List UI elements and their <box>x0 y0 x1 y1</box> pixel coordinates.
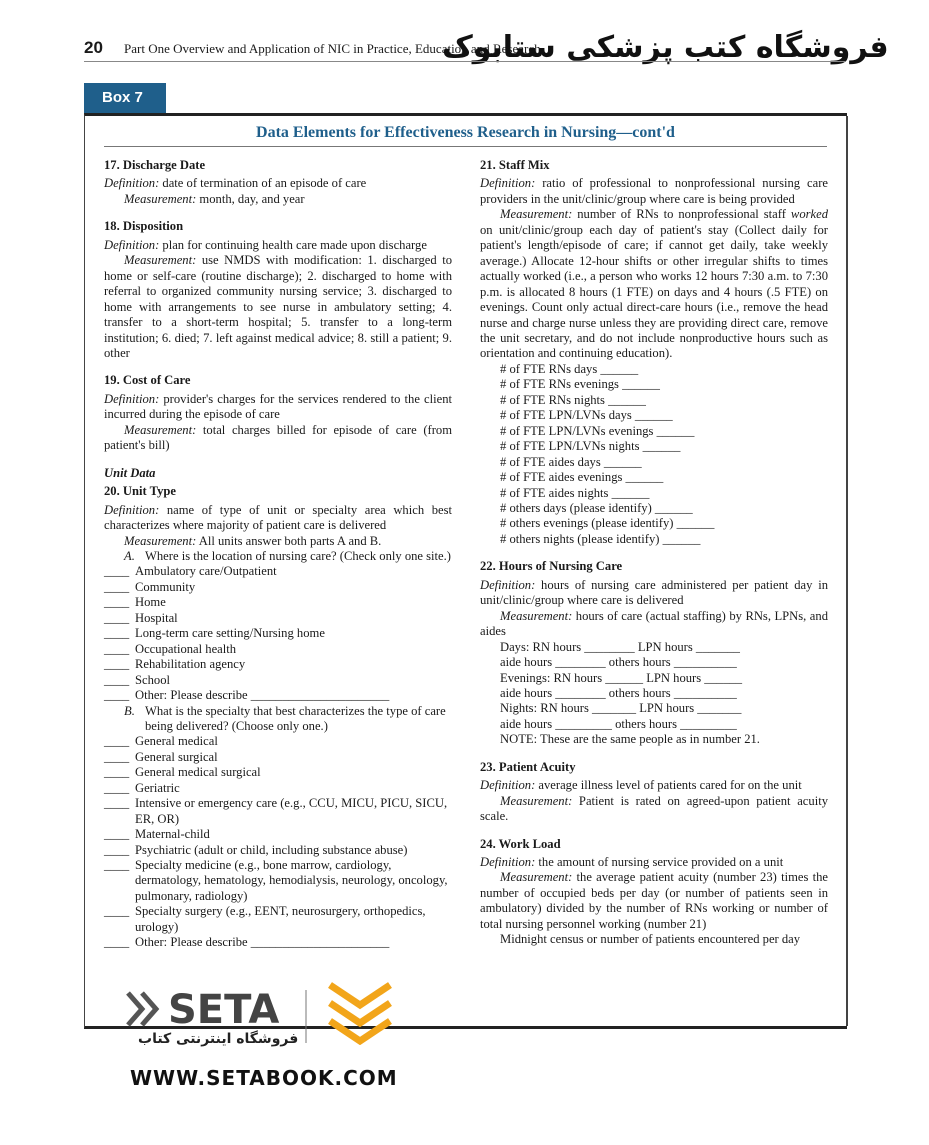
definition: Definition: ratio of professional to nonprofessional nursing care providers in the unit/clinic/group where care is being provided <box>480 176 828 206</box>
form-field-line: aide hours ________ others hours __________ <box>500 685 737 700</box>
box-title: Data Elements for Effectiveness Research in Nursing—cont'd <box>256 124 675 141</box>
form-field-line: # others days (please identify) ______ <box>500 500 693 515</box>
option-label: Specialty surgery (e.g., EENT, neurosurgery, orthopedics, urology) <box>135 904 426 934</box>
definition: Definition: provider's charges for the services rendered to the client incurred during the episode of care <box>104 391 452 422</box>
checkbox-option <box>104 734 452 749</box>
form-field-line: NOTE: These are the same people as in number 21. <box>500 732 760 747</box>
blank-line: ____ <box>104 749 130 764</box>
blank-line: ____ <box>104 796 130 811</box>
checkbox-option <box>104 642 452 657</box>
section-heading: 21. Staff Mix <box>480 158 550 172</box>
form-field-line: # others evenings (please identify) ______ <box>500 516 715 531</box>
blank-line: ____ <box>104 904 130 919</box>
definition: Definition: hours of nursing care administered per patient day in unit/clinic/group where care is delivered <box>480 577 828 608</box>
measurement: Measurement: use NMDS with modification: 1. discharged to home or self-care (routine discharge); 2. discharged to home with referral to organized community nursing service; 3. discharged to home with arrangements to see nurse in ambulatory setting; 4. transfer to a short-term hospital; 5. transfer to a long-term institution; 6. died; 7. left against medical advice; 8. still a patient; 9. other <box>104 253 452 360</box>
checkbox-option <box>104 611 452 626</box>
blank-line: ____ <box>104 672 130 687</box>
option-label: Specialty medicine (e.g., bone marrow, cardiology, dermatology, hematology, hemodialysis, neurology, oncology, pulmonary, radiology) <box>135 858 448 903</box>
checkbox-option <box>104 765 452 780</box>
form-field-line: aide hours ________ others hours __________ <box>500 655 737 670</box>
form-field-line: # of FTE LPN/LVNs days ______ <box>500 408 673 423</box>
section-heading: 20. Unit Type <box>104 484 176 499</box>
checkbox-option <box>104 626 452 641</box>
watermark-store-name: فروشگاه کتب پزشکی ستابوک <box>442 30 889 65</box>
section-heading: 19. Cost of Care <box>104 373 191 388</box>
option-label: Maternal-child <box>135 827 210 842</box>
specialty-options <box>104 734 452 950</box>
form-field-line: aide hours _________ others hours _________ <box>500 716 737 731</box>
definition: Definition: date of termination of an episode of care <box>104 176 367 191</box>
measurement-note: Midnight census or number of patients encountered per day <box>500 932 801 947</box>
blank-line: ____ <box>104 688 130 703</box>
header-rule <box>84 61 846 62</box>
question-a: A. Where is the location of nursing care? (Check only one site.) <box>124 548 451 563</box>
option-label: Ambulatory care/Outpatient <box>135 564 277 579</box>
location-options <box>104 564 452 703</box>
blank-line: ____ <box>104 827 130 842</box>
question-b: B. What is the specialty that best characterizes the type of care being delivered? (Choose only one.) <box>124 703 446 733</box>
option-label: School <box>135 672 170 687</box>
checkbox-option <box>104 657 452 672</box>
measurement: Measurement: All units answer both parts A and B. <box>124 533 382 548</box>
option-label: Occupational health <box>135 641 237 656</box>
measurement: Measurement: month, day, and year <box>124 191 305 206</box>
measurement: Measurement: number of RNs to nonprofessional staff worked on unit/clinic/group each day of patient's stay (Collect daily for patient's length/episode of care; if cannot get daily, take weekly average.) Allocate 12-hour shifts or other irregular shifts to times actually worked (i.e., a person who works 12 hours 7:30 a.m. to 7:30 p.m. is allocated 8 hours (1 FTE) on days and 4 hours (.5 FTE) on evenings. Count only actual direct-care hours (i.e., remove the head nurse and charge nurse unless they are providing direct care, remove the unit secretary, and do not include nonproductive hours such as orientation and continuing education). <box>480 207 828 361</box>
blank-line: ____ <box>104 641 130 656</box>
form-field-line: # of FTE aides nights ______ <box>500 485 650 500</box>
blank-line: ____ <box>104 858 130 873</box>
form-field-line: # of FTE LPN/LVNs nights ______ <box>500 439 681 454</box>
checkbox-option <box>104 564 452 579</box>
checkbox-option <box>104 673 452 688</box>
option-label: Other: Please describe ______________________ <box>135 688 390 703</box>
measurement: Measurement: the average patient acuity (number 23) times the number of occupied beds per day (or number of patients seen in ambulatory) divided by the number of RNs working or number of total nursing personnel working (number 21) <box>480 870 828 931</box>
logo-text: SETA <box>168 987 280 1033</box>
form-field-line: # of FTE RNs days ______ <box>500 361 639 376</box>
watermark-subtitle: فروشگاه اینترنتی کتاب <box>138 1031 299 1047</box>
definition: Definition: plan for continuing health care made upon discharge <box>104 237 427 252</box>
measurement: Measurement: total charges billed for episode of care (from patient's bill) <box>104 422 452 453</box>
form-field-line: Days: RN hours ________ LPN hours _______ <box>500 639 740 654</box>
section-heading: 18. Disposition <box>104 219 184 234</box>
blank-line: ____ <box>104 842 130 857</box>
right-column <box>480 158 828 948</box>
hours-fields <box>480 640 828 748</box>
blank-line: ____ <box>104 564 130 579</box>
checkbox-option <box>104 796 452 827</box>
watermark-url: WWW.SETABOOK.COM <box>130 1066 398 1090</box>
option-label: Long-term care setting/Nursing home <box>135 626 325 641</box>
checkbox-option <box>104 827 452 842</box>
form-field-line: # of FTE aides days ______ <box>500 454 642 469</box>
checkbox-option <box>104 688 452 703</box>
blank-line: ____ <box>104 579 130 594</box>
form-field-line: # of FTE RNs evenings ______ <box>500 377 660 392</box>
measurement: Measurement: hours of care (actual staffing) by RNs, LPNs, and aides <box>480 608 828 639</box>
measurement: Measurement: Patient is rated on agreed-upon patient acuity scale. <box>480 793 828 824</box>
checkbox-option <box>104 843 452 858</box>
option-label: General surgical <box>135 749 218 764</box>
blank-line: ____ <box>104 780 130 795</box>
page-number: 20 <box>84 38 103 57</box>
title-rule <box>104 146 827 147</box>
blank-line: ____ <box>104 657 130 672</box>
form-field-line: # of FTE aides evenings ______ <box>500 470 664 485</box>
blank-line: ____ <box>104 734 130 749</box>
option-label: Community <box>135 579 196 594</box>
form-field-line: Nights: RN hours _______ LPN hours _______ <box>500 701 742 716</box>
left-column <box>104 158 452 951</box>
blank-line: ____ <box>104 935 130 950</box>
option-label: Geriatric <box>135 780 180 795</box>
section-heading: 23. Patient Acuity <box>480 759 576 774</box>
section-heading: 17. Discharge Date <box>104 158 206 172</box>
checkbox-option <box>104 781 452 796</box>
running-title: Part One Overview and Application of NIC in Practice, Education and Research <box>124 41 541 56</box>
definition: Definition: the amount of nursing service provided on a unit <box>480 855 784 870</box>
blank-line: ____ <box>104 595 130 610</box>
option-label: General medical <box>135 734 218 749</box>
form-field-line: # of FTE LPN/LVNs evenings ______ <box>500 423 695 438</box>
form-field-line: Evenings: RN hours ______ LPN hours ______ <box>500 670 743 685</box>
box-label: Box 7 <box>84 83 166 113</box>
option-label: Psychiatric (adult or child, including substance abuse) <box>135 842 408 857</box>
checkbox-option <box>104 595 452 610</box>
definition: Definition: average illness level of patients cared for on the unit <box>480 778 802 793</box>
blank-line: ____ <box>104 765 130 780</box>
definition: Definition: name of type of unit or specialty area which best characterizes where majority of patient care is delivered <box>104 502 452 533</box>
section-heading: 24. Work Load <box>480 836 561 851</box>
option-label: Home <box>135 595 166 610</box>
form-field-line: # of FTE RNs nights ______ <box>500 392 646 407</box>
blank-line: ____ <box>104 626 130 641</box>
blank-line: ____ <box>104 610 130 625</box>
checkbox-option <box>104 904 452 935</box>
option-label: Rehabilitation agency <box>135 657 246 672</box>
checkbox-option <box>104 580 452 595</box>
option-label: General medical surgical <box>135 765 261 780</box>
form-field-line: # others nights (please identify) ______ <box>500 531 701 546</box>
checkbox-option <box>104 935 452 950</box>
option-label: Intensive or emergency care (e.g., CCU, MICU, PICU, SICU, ER, OR) <box>135 796 448 826</box>
unit-data-heading: Unit Data <box>104 465 156 480</box>
checkbox-option <box>104 750 452 765</box>
section-heading: 22. Hours of Nursing Care <box>480 559 623 574</box>
checkbox-option <box>104 858 452 904</box>
staff-mix-fields <box>480 362 828 547</box>
option-label: Other: Please describe ______________________ <box>135 935 390 950</box>
option-label: Hospital <box>135 610 178 625</box>
